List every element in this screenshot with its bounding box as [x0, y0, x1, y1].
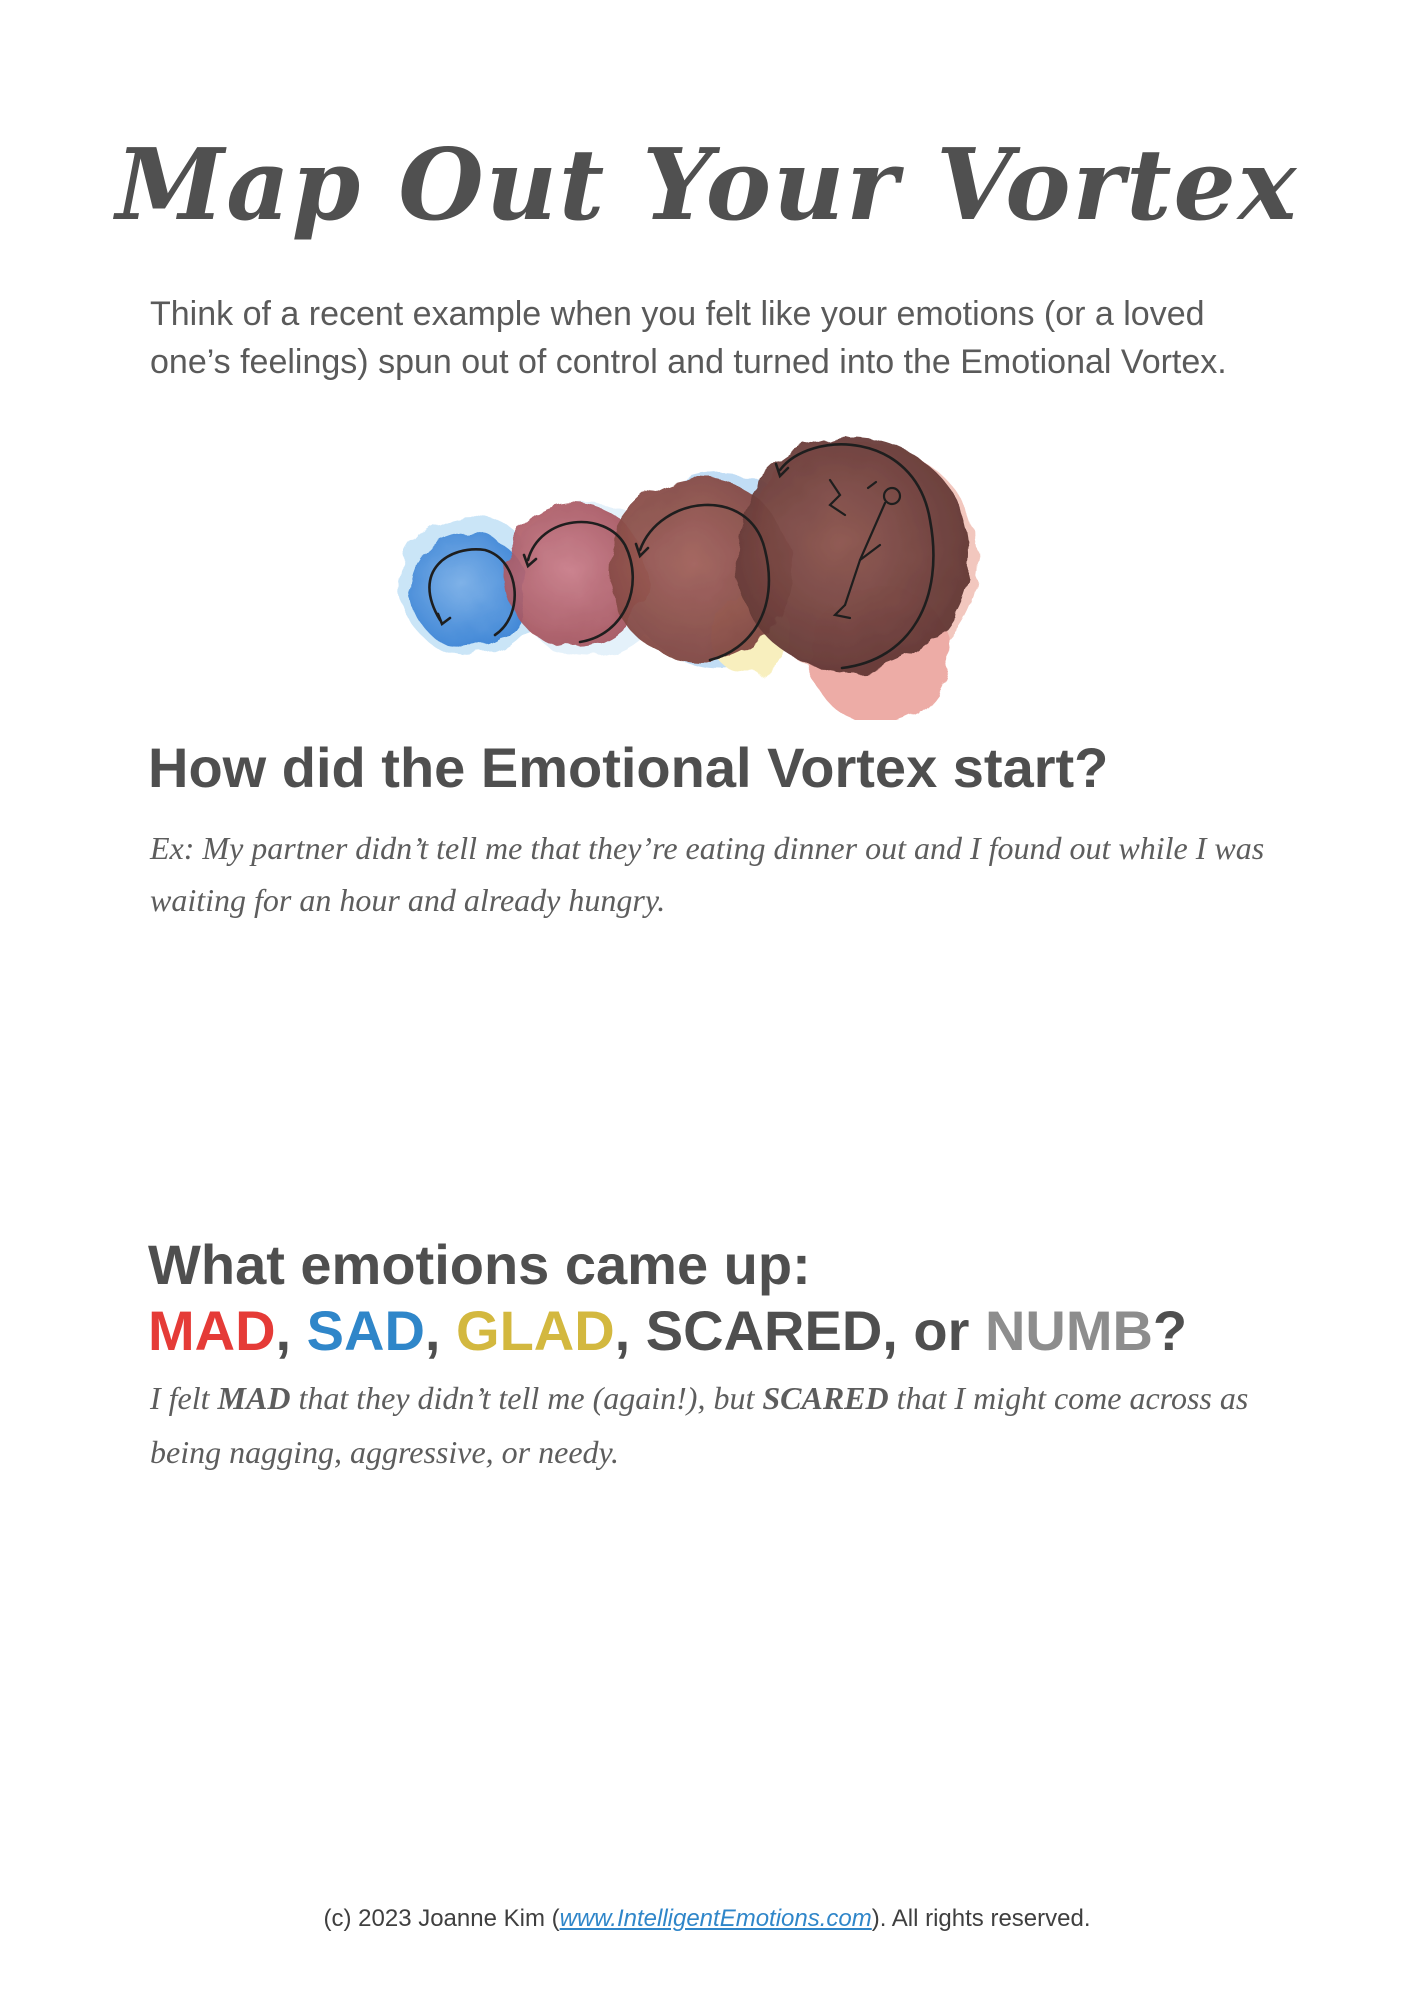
- page-title: Map Out Your Vortex: [115, 128, 1299, 243]
- example-mad: MAD: [217, 1380, 291, 1416]
- emotions-heading-line2: [148, 1298, 1187, 1364]
- example-text: I felt: [150, 1380, 218, 1416]
- emotion-numb: NUMB: [984, 1299, 1153, 1362]
- example-text: that they didn’t tell me (again!), but: [290, 1380, 763, 1416]
- section-emotions-example: [150, 1371, 1300, 1479]
- vortex-illustration: [390, 410, 990, 720]
- example-scared: SCARED: [762, 1380, 889, 1416]
- copyright-footer: [0, 1905, 1414, 1933]
- example-text: that I might come across as being nagging, aggressive, or needy.: [150, 1380, 1249, 1470]
- emotion-scared: , SCARED, or: [614, 1299, 985, 1362]
- website-link[interactable]: www.IntelligentEmotions.com: [559, 1905, 872, 1932]
- emotion-sad: SAD: [306, 1299, 425, 1362]
- footer-prefix: (c) 2023 Joanne Kim (: [323, 1905, 560, 1932]
- emotions-heading-line1: What emotions came up:: [148, 1233, 811, 1296]
- question-mark: ?: [1152, 1299, 1188, 1362]
- separator: ,: [424, 1299, 457, 1362]
- emotion-mad: MAD: [148, 1299, 276, 1362]
- section-start-heading: How did the Emotional Vortex start?: [148, 736, 1109, 799]
- emotion-glad: GLAD: [456, 1299, 615, 1362]
- footer-suffix: ). All rights reserved.: [871, 1905, 1091, 1932]
- section-start-example: Ex: My partner didn’t tell me that they’re eating dinner out and I found out while I was waiting for an hour and already hungry.: [150, 830, 1265, 918]
- separator: ,: [275, 1299, 307, 1362]
- section-emotions-heading: [148, 1232, 1187, 1364]
- intro-text: Think of a recent example when you felt like your emotions (or a loved one’s feelings) spun out of control and turned into the Emotional Vortex.: [150, 295, 1227, 381]
